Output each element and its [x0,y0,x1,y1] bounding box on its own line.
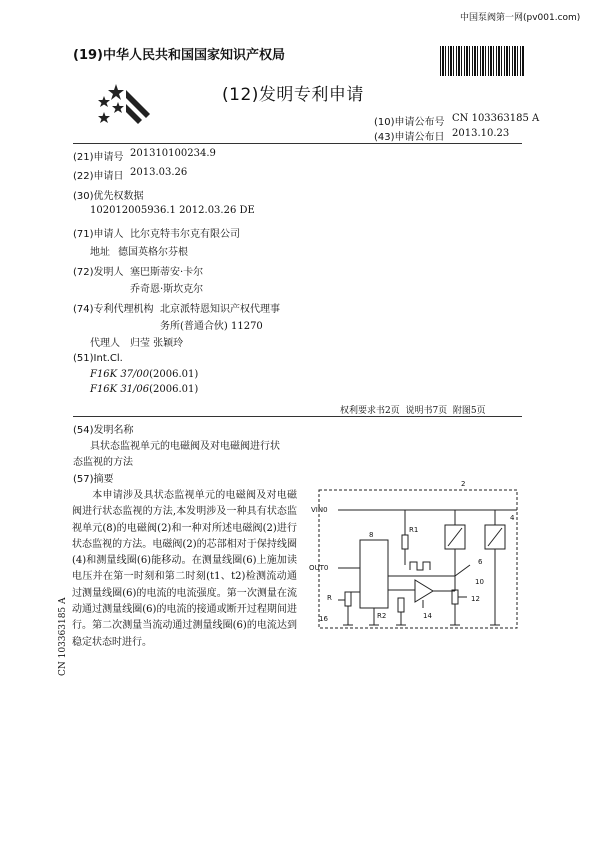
filing-date-label: (22)申请日 [73,171,124,182]
applicant: 比尔克特韦尔克有限公司 [130,229,240,240]
header-rule [73,143,522,144]
cnipa-stars-logo-icon [96,80,152,126]
amplifier [415,580,433,602]
inventor-label: (72)发明人 [73,267,124,278]
title-line-1: 具状态监视单元的电磁阀及对电磁阀进行状 [90,441,280,452]
address-label: 地址 [90,247,110,258]
label-vin0: VIN0 [311,506,328,514]
inventor-1: 塞巴斯蒂安·卡尔 [130,267,204,278]
app-no: 201310100234.9 [130,148,216,159]
label-r: R [327,594,332,602]
abstract-text [72,488,297,651]
label-4: 4 [510,514,515,522]
label-r1: R1 [409,526,419,534]
label-16: 16 [319,615,328,623]
title-label: (54)发明名称 [73,425,134,436]
document-type: (12)发明专利申请 [222,85,364,105]
int-cl-label: (51)Int.Cl. [73,353,123,364]
label-6: 6 [478,558,483,566]
pub-no: CN 103363185 A [452,113,540,124]
ipc-2 [90,384,198,395]
pub-date: 2013.10.23 [452,128,510,139]
office-name: (19)中华人民共和国国家知识产权局 [73,48,285,63]
agent-label: 代理人 [90,338,120,349]
priority-label: (30)优先权数据 [73,191,144,202]
agency-line-1: 北京派特恩知识产权代理事 [160,304,280,315]
ipc-1-date: (2006.01) [149,369,199,380]
resistor-r1 [402,535,408,549]
app-no-label: (21)申请号 [73,152,124,163]
applicant-label: (71)申请人 [73,229,124,240]
resistor-12 [452,590,458,604]
pulse-signal [410,562,430,570]
site-watermark: 中国泵阀第一网(pv001.com) [460,13,581,23]
label-r2: R2 [377,612,387,620]
label-2: 2 [461,480,466,488]
ipc-1-code: F16K 37/00 [90,369,150,380]
filing-date: 2013.03.26 [130,167,188,178]
agency-line-2: 务所(普通合伙) 11270 [160,321,263,332]
valve-boundary [319,490,517,628]
label-8: 8 [369,531,374,539]
pub-no-label: (10)申请公布号 [374,117,445,128]
address: 德国英格尔芬根 [118,247,188,258]
label-10: 10 [475,578,484,586]
label-14: 14 [423,612,432,620]
monitor-unit [360,540,388,608]
page-counts: 权利要求书2页 说明书7页 附图5页 [340,406,486,416]
ipc-2-code: F16K 31/06 [90,384,150,395]
priority-data: 102012005936.1 2012.03.26 DE [90,205,255,216]
side-publication-label: CN 103363185 A [58,597,68,676]
agency-label: (74)专利代理机构 [73,304,154,315]
resistor-r2 [398,598,404,612]
inventor-2: 乔奇恩·斯坎克尔 [130,284,204,295]
ipc-1 [90,369,198,380]
resistor-r [345,592,351,606]
label-outo: OUT0 [309,564,329,572]
abstract-body: 本申请涉及具状态监视单元的电磁阀及对电磁阀进行状态监视的方法,本发明涉及一种具有状态监视单元(8)的电磁阀(2)和一种对所述电磁阀(2)进行状态监视的方法。电磁阀(2)的芯部相对于保持线圈(4)和测量线圈(6)能移动。在测量线圈(6)上施加读电压并在第一时刻和第二时刻(t1、t2)检测流动通过测量线圈(6)的电流的电流强度。第一次测量在流动通过测量线圈(6)的电流的接通或断开过程期间进行。第二次测量当流动通过测量线圈(6)的电流达到稳定状态时进行。 [72,490,297,648]
agent: 归莹 张颖玲 [130,338,184,349]
ipc-2-date: (2006.01) [149,384,199,395]
barcode [440,46,525,76]
label-12: 12 [471,595,480,603]
title-line-2: 态监视的方法 [73,457,133,468]
pub-date-label: (43)申请公布日 [374,132,445,143]
biblio-rule [73,416,522,417]
abstract-label: (57)摘要 [73,474,114,485]
circuit-figure [305,480,525,640]
